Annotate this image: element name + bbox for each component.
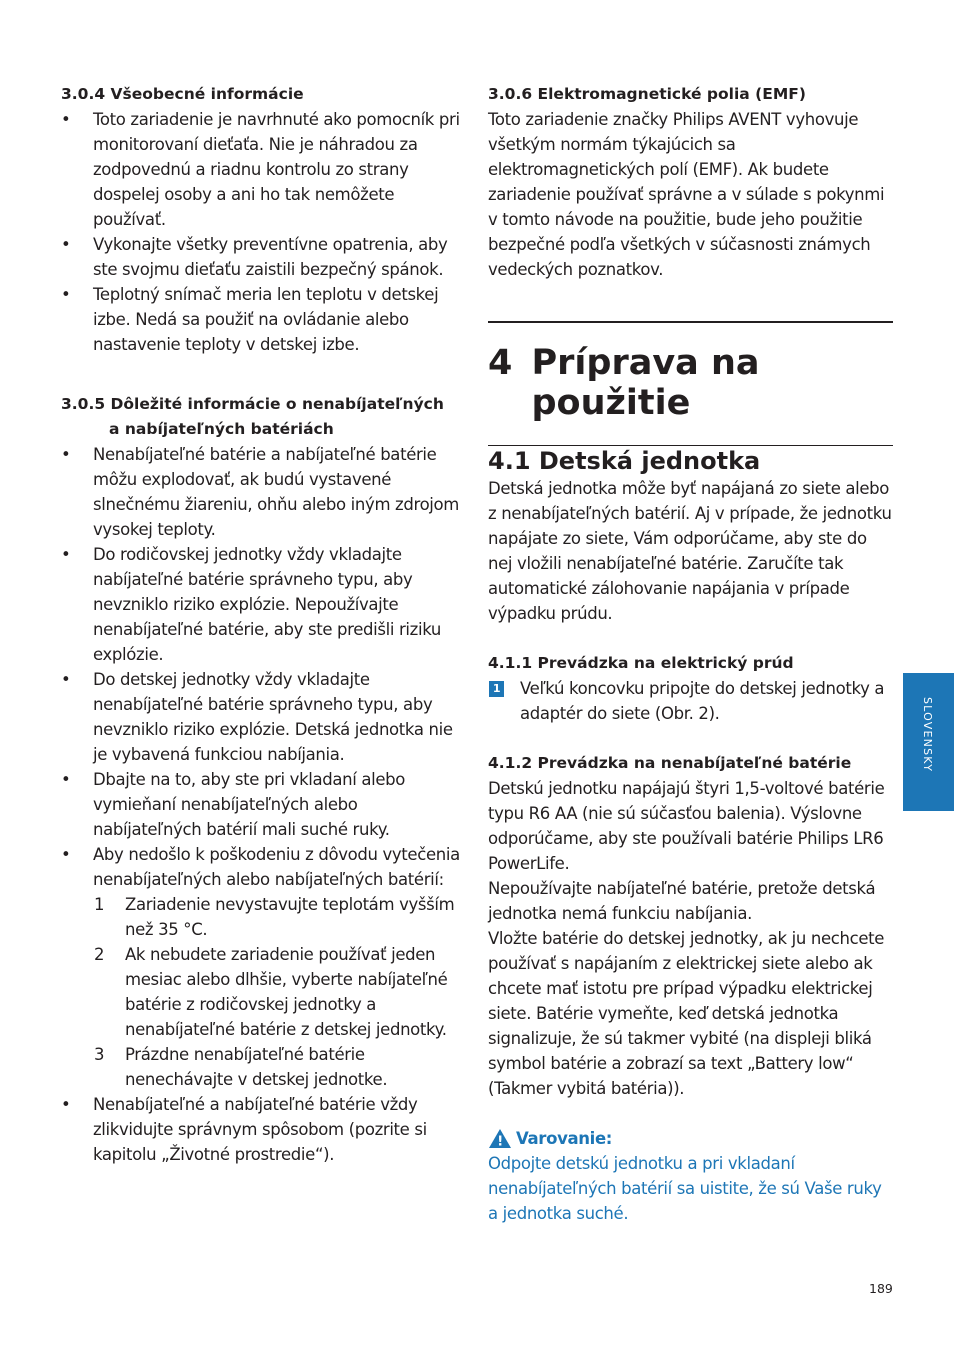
section-412-paragraph-3: Vložte batérie do detskej jednotky, ak ju nechcete používať s napájaním z elektrickej siete alebo ak chcete mať istotu pre prípad výpadku elektrickej siete. Batérie vymeňte, keď detská jednotka signalizuje, že sú takmer vybité (na displeji bliká symbol batérie a zobrazí sa text „Battery low“ (Takmer vybitá batéria)). <box>488 929 885 1098</box>
bullet-mark: • <box>61 545 71 564</box>
section-412-heading: 4.1.2 Prevádzka na nenabíjateľné batérie <box>488 754 852 772</box>
bullet-mark: • <box>61 1095 71 1114</box>
step-text: Veľkú koncovku pripojte do detskej jednotky a adaptér do siete (Obr. 2). <box>520 679 885 723</box>
list-item <box>61 667 461 767</box>
svg-text:!: ! <box>497 1134 503 1149</box>
bullet-mark: • <box>61 285 71 304</box>
item-text: Ak nebudete zariadenie používať jeden mesiac alebo dlhšie, vyberte nabíjateľné batérie z rodičovskej jednotky a nenabíjateľné batérie z detskej jednotky. <box>125 945 448 1039</box>
bullet-mark: • <box>61 445 71 464</box>
numbered-item <box>61 942 461 1042</box>
bullet-text: Nenabíjateľné batérie a nabíjateľné batérie môžu explodovať, ak budú vystavené slnečnému žiareniu, ohňu alebo iným zdrojom vysokej teploty. <box>93 445 460 539</box>
step-item <box>488 676 893 726</box>
bullet-text: Teplotný snímač meria len teplotu v detskej izbe. Nedá sa použiť na ovládanie alebo nastavenie teploty v detskej izbe. <box>93 285 439 354</box>
warning-text: Odpojte detskú jednotku a pri vkladaní nenabíjateľných batérií sa uistite, že sú Vaše ruky a jednotka suché. <box>488 1154 882 1223</box>
section-412-paragraph-1: Detskú jednotku napájajú štyri 1,5-voltové batérie typu R6 AA (nie sú súčasťou balenia). Výslovne odporúčame, aby ste používali batérie Philips LR6 PowerLife. <box>488 779 885 873</box>
section-306-heading: 3.0.6 Elektromagnetické polia (EMF) <box>488 85 806 103</box>
bullet-mark: • <box>61 670 71 689</box>
section-412-paragraph-2: Nepoužívajte nabíjateľné batérie, pretože detská jednotka nemá funkciu nabíjania. <box>488 879 876 923</box>
bullet-text: Aby nedošlo k poškodeniu z dôvodu vytečenia nenabíjateľných alebo nabíjateľných batérií: <box>93 845 460 889</box>
list-item <box>61 232 461 282</box>
list-item <box>61 282 461 357</box>
section-305-heading-line1: 3.0.5 Dôležité informácie o nenabíjateľných <box>61 395 444 413</box>
item-text: Prázdne nenabíjateľné batérie nenechávajte v detskej jednotke. <box>125 1045 388 1089</box>
warning-title: Varovanie: <box>516 1129 613 1148</box>
item-text: Zariadenie nevystavujte teplotám vyšším než 35 °C. <box>125 895 455 939</box>
item-number: 3 <box>94 1045 105 1064</box>
list-item <box>61 842 461 892</box>
section-306-text: Toto zariadenie značky Philips AVENT vyhovuje všetkým normám týkajúcich sa elektromagnetických polí (EMF). Ak budete zariadenie používať správne a v súlade s pokynmi v tomto návode na použitie, bude jeho použitie bezpečné podľa všetkých v súčasnosti známych vedeckých poznatkov. <box>488 110 885 279</box>
page-number: 189 <box>869 1281 893 1296</box>
section-411-heading: 4.1.1 Prevádzka na elektrický prúd <box>488 654 794 672</box>
item-number: 1 <box>94 895 105 914</box>
chapter-number: 4 <box>488 343 513 383</box>
bullet-mark: • <box>61 110 71 129</box>
section-305-heading <box>61 392 461 442</box>
bullet-text: Nenabíjateľné a nabíjateľné batérie vždy zlikvidujte správnym spôsobom (pozrite si kapitolu „Životné prostredie“). <box>93 1095 427 1164</box>
list-item <box>61 767 461 842</box>
list-item <box>61 442 461 542</box>
bullet-text: Vykonajte všetky preventívne opatrenia, aby ste svojmu dieťaťu zaistili bezpečný spánok. <box>93 235 448 279</box>
list-item <box>61 107 461 232</box>
item-number: 2 <box>94 945 105 964</box>
language-tab-label: SLOVENSKY <box>921 697 934 773</box>
numbered-item <box>61 892 461 942</box>
warning-box <box>488 1126 893 1226</box>
chapter-heading <box>488 343 893 423</box>
chapter-title: Príprava na použitie <box>531 343 760 423</box>
section-41-heading: 4.1 Detská jednotka <box>488 447 761 475</box>
warning-icon <box>488 1128 512 1149</box>
section-304-heading: 3.0.4 Všeobecné informácie <box>61 85 304 103</box>
numbered-item <box>61 1042 461 1092</box>
bullet-mark: • <box>61 770 71 789</box>
bullet-text: Toto zariadenie je navrhnuté ako pomocník pri monitorovaní dieťaťa. Nie je náhradou za zodpovednú a riadnu kontrolu zo strany dospelej osoby a ani ho tak nemôžete používať. <box>93 110 460 229</box>
right-column <box>488 82 893 1226</box>
list-item <box>61 1092 461 1167</box>
section-41-text: Detská jednotka môže byť napájaná zo siete alebo z nenabíjateľných batérií. Aj v prípade, že jednotku napájate zo siete, Vám odporúčame, aby ste do nej vložili nenabíjateľné batérie. Zaručíte tak automatické zálohovanie napájania v prípade výpadku prúdu. <box>488 479 892 623</box>
bullet-mark: • <box>61 235 71 254</box>
bullet-text: Do detskej jednotky vždy vkladajte nenabíjateľné batérie správneho typu, aby nevzniklo riziko explózie. Detská jednotka nie je vybavená funkciou nabíjania. <box>93 670 453 764</box>
section-305-heading-line2: a nabíjateľných batériách <box>109 420 334 438</box>
step-number-badge: 1 <box>489 681 504 697</box>
bullet-text: Do rodičovskej jednotky vždy vkladajte nabíjateľné batérie správneho typu, aby nevzniklo riziko explózie. Nepoužívajte nenabíjateľné batérie, aby ste predišli riziku explózie. <box>93 545 441 664</box>
left-column <box>61 82 461 1167</box>
bullet-text: Dbajte na to, aby ste pri vkladaní alebo vymieňaní nenabíjateľných alebo nabíjateľných batérií mali suché ruky. <box>93 770 406 839</box>
bullet-mark: • <box>61 845 71 864</box>
warning-heading <box>488 1126 893 1151</box>
language-side-tab <box>903 673 954 811</box>
list-item <box>61 542 461 667</box>
